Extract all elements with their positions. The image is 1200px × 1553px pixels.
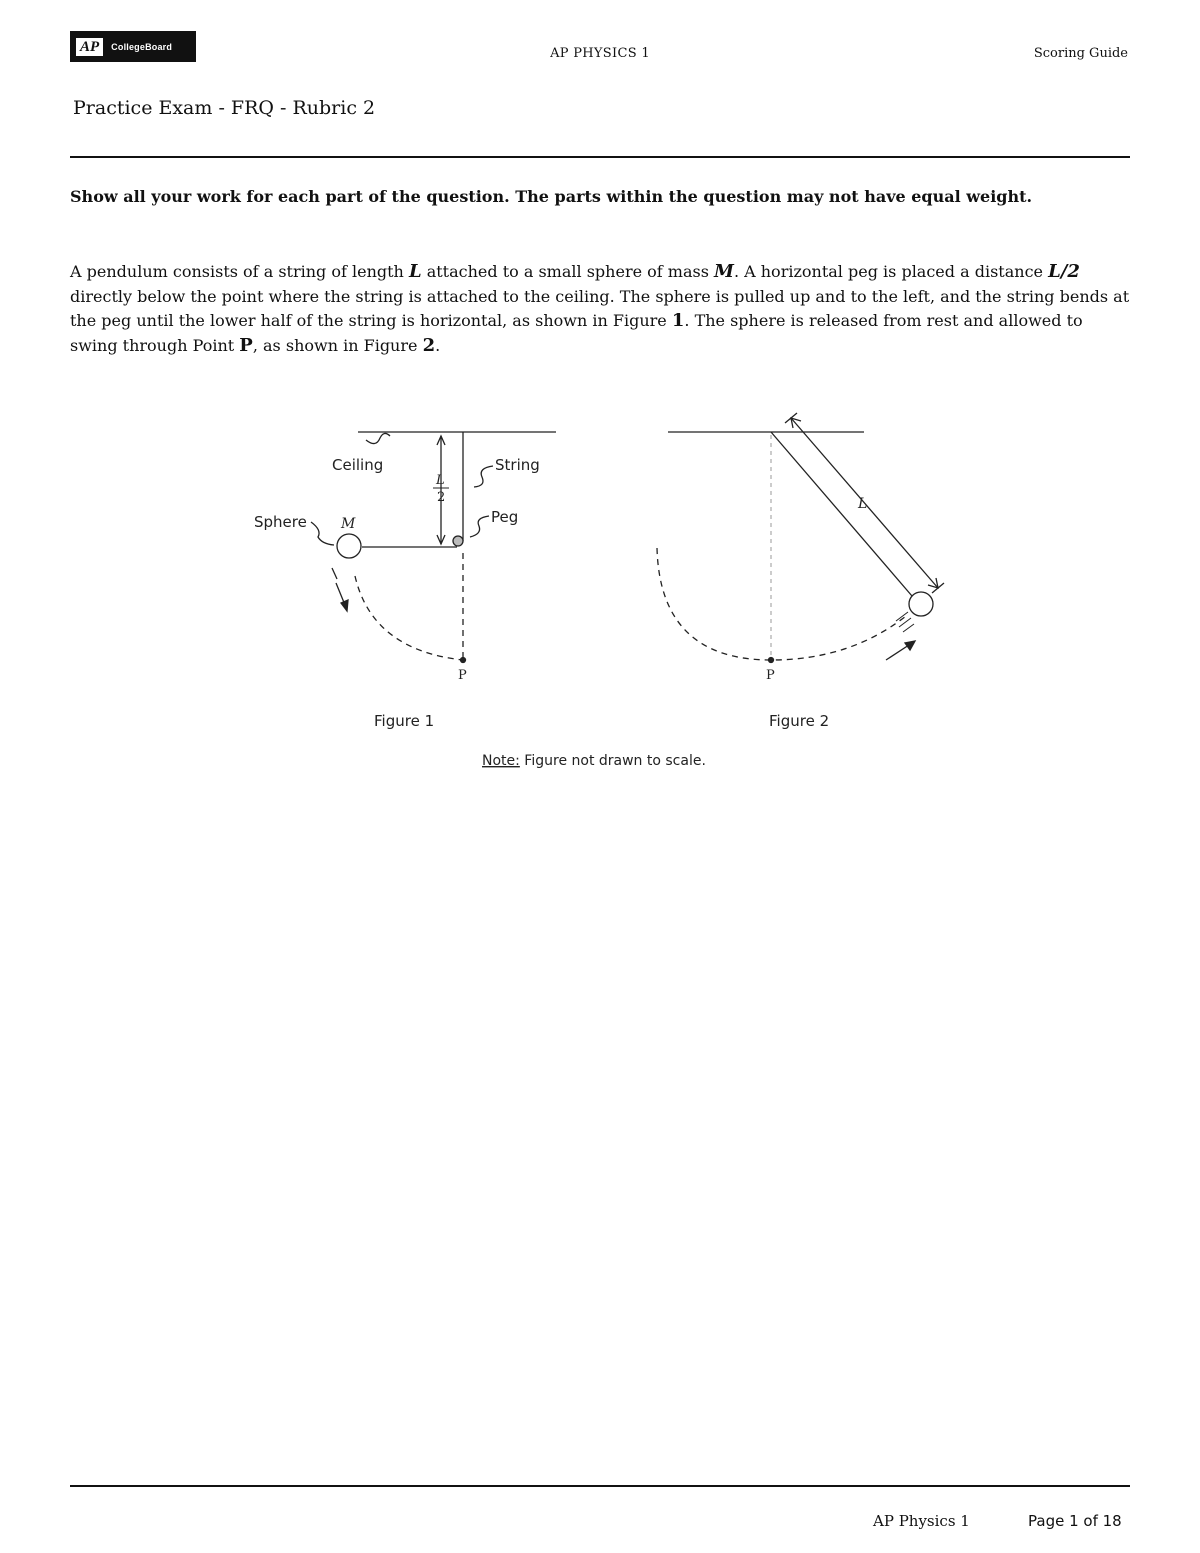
caption-figure-1: Figure 1 bbox=[374, 712, 435, 730]
label-sphere: Sphere bbox=[254, 513, 307, 531]
problem-text: attached to a small sphere of mass bbox=[421, 262, 714, 281]
footer-course: AP Physics 1 bbox=[873, 1512, 970, 1530]
footer-divider bbox=[70, 1485, 1130, 1487]
problem-text: . bbox=[435, 335, 441, 355]
fig1-motion-arrowhead bbox=[341, 600, 348, 611]
label-peg: Peg bbox=[491, 508, 519, 526]
var-half-length: L/2 bbox=[1048, 261, 1080, 282]
fig2-dashed-arc bbox=[657, 548, 906, 660]
logo-ap-mark: AP bbox=[76, 38, 103, 56]
header-subject: AP PHYSICS 1 bbox=[550, 46, 650, 61]
fig1-ceiling-leader bbox=[366, 433, 390, 443]
logo-org-name: CollegeBoard bbox=[111, 41, 173, 52]
label-length: L bbox=[858, 496, 868, 512]
problem-text: , as shown in Figure bbox=[252, 335, 423, 355]
label-string: String bbox=[495, 456, 540, 474]
fig1-string-leader bbox=[474, 466, 493, 487]
problem-text: directly below the point where the string is attached to the ceiling. The sphere is pulled up and to the left, and the string bends at the peg until the lower half of the string is horizontal, as shown in Figure bbox=[70, 286, 1130, 330]
fig2-point-p bbox=[769, 658, 774, 663]
footer-page-number: Page 1 of 18 bbox=[1028, 1512, 1122, 1530]
fig2-motion-streak bbox=[903, 624, 914, 632]
header-doc-type: Scoring Guide bbox=[1033, 46, 1128, 61]
page-title: Practice Exam - FRQ - Rubric 2 bbox=[73, 97, 376, 119]
note-prefix: Note: bbox=[482, 753, 520, 769]
instructions: Show all your work for each part of the question. The parts within the question may not have equal weight. bbox=[70, 187, 1033, 206]
var-point: P bbox=[239, 334, 253, 356]
fig1-sphere-leader bbox=[311, 522, 334, 545]
problem-text: . The sphere is released from rest and allowed to swing through Point bbox=[70, 311, 1083, 355]
ref-figure-2: 2 bbox=[422, 334, 436, 356]
fig1-peg bbox=[453, 536, 463, 546]
caption-figure-2: Figure 2 bbox=[769, 712, 830, 730]
fig2-motion-arrowhead bbox=[905, 641, 915, 650]
label-half-denominator: 2 bbox=[437, 490, 446, 505]
label-half-numerator: L bbox=[436, 473, 445, 488]
fig1-point-p bbox=[461, 658, 466, 663]
problem-text: A pendulum consists of a string of length bbox=[70, 262, 409, 281]
fig1-sphere bbox=[337, 534, 361, 558]
fig2-string bbox=[771, 432, 912, 596]
note-text bbox=[482, 753, 706, 769]
label-point-p-fig1: P bbox=[458, 668, 467, 683]
fig1-motion-streak bbox=[332, 568, 337, 579]
label-ceiling: Ceiling bbox=[332, 456, 384, 474]
label-point-p-fig2: P bbox=[766, 668, 775, 683]
problem-text: . A horizontal peg is placed a distance bbox=[733, 262, 1049, 281]
var-length: L bbox=[408, 261, 422, 282]
var-mass: M bbox=[714, 261, 734, 282]
fig1-peg-leader bbox=[470, 516, 489, 537]
note-body: Figure not drawn to scale. bbox=[519, 753, 706, 769]
fig2-sphere bbox=[909, 592, 933, 616]
label-mass: M bbox=[341, 516, 356, 532]
fig1-dashed-arc bbox=[355, 576, 463, 660]
ref-figure-1: 1 bbox=[671, 310, 685, 331]
